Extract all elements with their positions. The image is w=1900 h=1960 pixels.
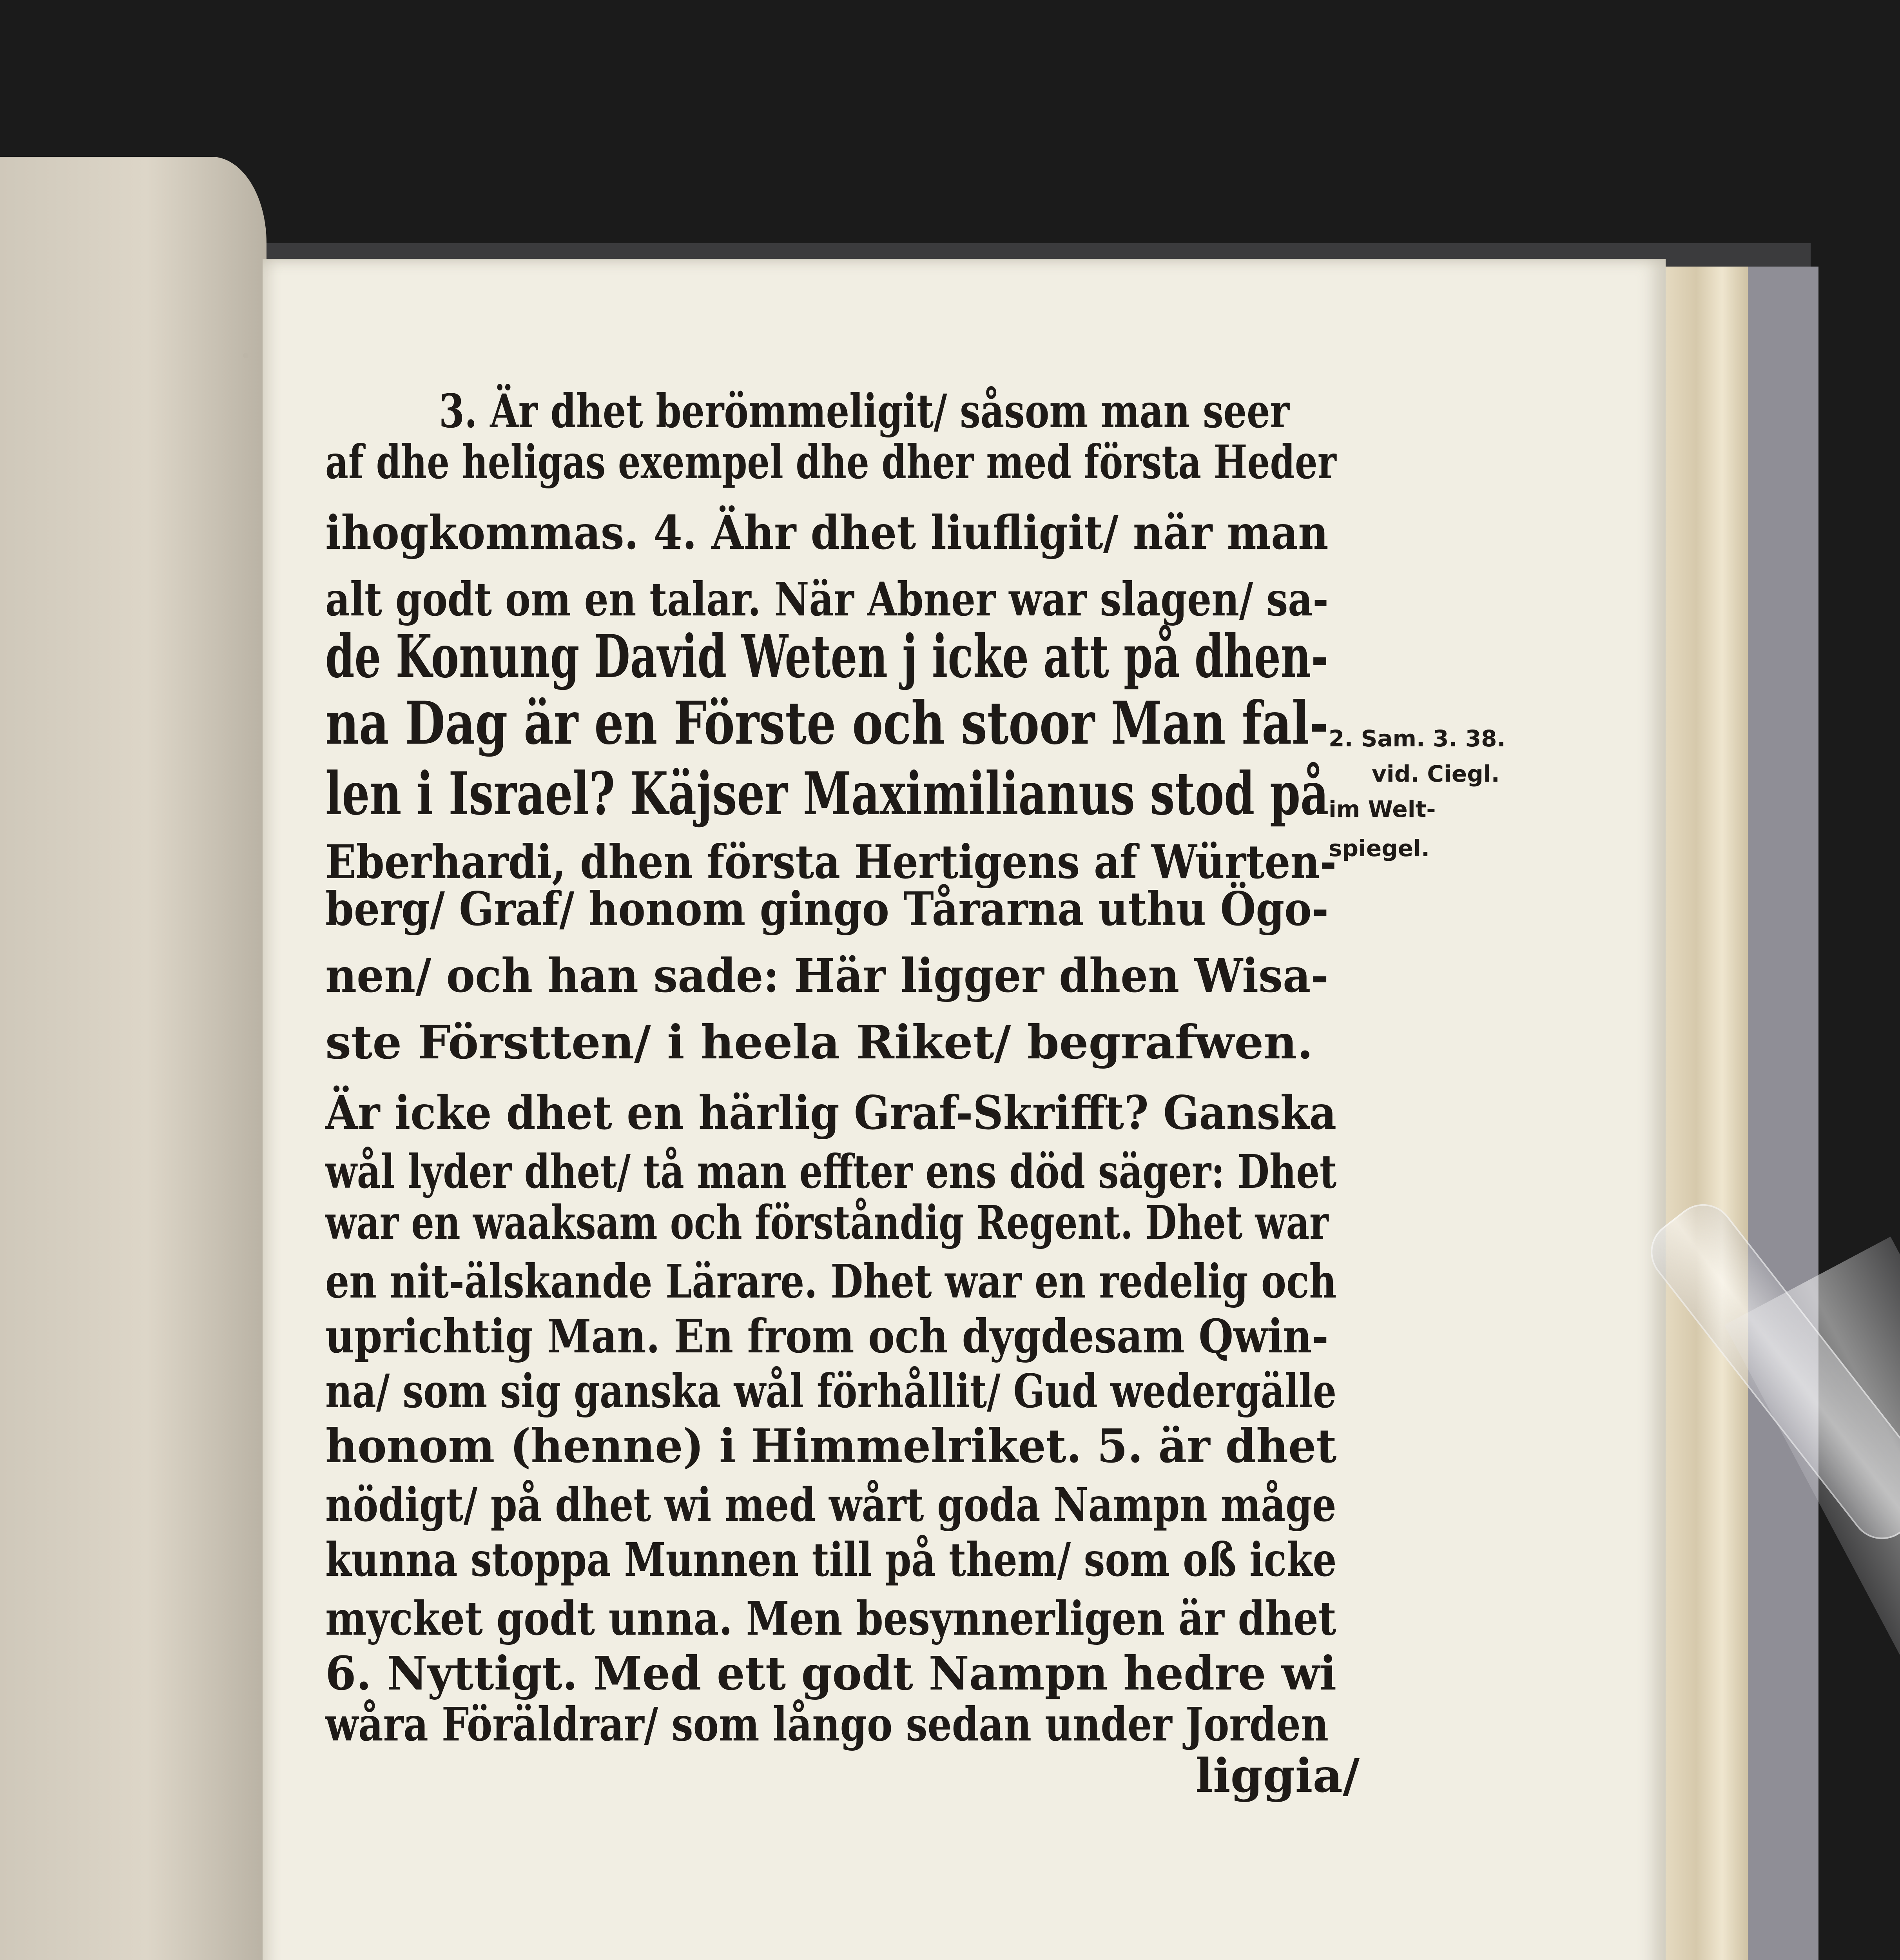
margin-note-3: im Welt- bbox=[1329, 796, 1436, 822]
text-line: berg/ Graf/ honom gingo Tårarna uthu Ögo- bbox=[325, 882, 1329, 936]
catchword: liggia/ bbox=[1195, 1748, 1360, 1803]
text-line: na/ som sig ganska wål förhållit/ Gud wedergälle bbox=[325, 1364, 1337, 1418]
text-line: honom (henne) i Himmelriket. 5. är dhet bbox=[325, 1419, 1337, 1473]
text-line: uprichtig Man. En from och dygdesam Qwin- bbox=[325, 1309, 1329, 1363]
text-line: wåra Föräldrar/ som långo sedan under Jorden bbox=[325, 1697, 1329, 1751]
page-edges bbox=[1662, 267, 1748, 1960]
text-line: 6. Nyttigt. Med ett godt Nampn hedre wi bbox=[325, 1646, 1337, 1700]
text-line: ste Förstten/ i heela Riket/ begrafwen. bbox=[325, 1015, 1313, 1069]
text-line: de Konung David Weten j icke att på dhen- bbox=[325, 622, 1329, 691]
text-line: mycket godt unna. Men besynnerligen är dhet bbox=[325, 1591, 1336, 1646]
text-line: nen/ och han sade: Här ligger dhen Wisa- bbox=[325, 948, 1329, 1003]
margin-note-2: vid. Ciegl. bbox=[1372, 760, 1500, 787]
text-line: nödigt/ på dhet wi med wårt goda Nampn måge bbox=[325, 1477, 1336, 1532]
text-line: Är icke dhet en härlig Graf-Skrifft? Ganska bbox=[325, 1085, 1337, 1140]
text-line: af dhe heligas exempel dhe dher med första Heder bbox=[325, 435, 1336, 489]
text-line: Eberhardi, dhen första Hertigens af Würten- bbox=[325, 835, 1337, 889]
text-line: kunna stoppa Munnen till på them/ som oß icke bbox=[325, 1532, 1337, 1587]
margin-note-1: 2. Sam. 3. 38. bbox=[1329, 725, 1506, 752]
text-line: en nit-älskande Lärare. Dhet war en redelig och bbox=[325, 1254, 1337, 1308]
text-line: len i Israel? Käjser Maximilianus stod på bbox=[325, 759, 1329, 828]
text-line: 3. Är dhet berömmeligit/ såsom man seer bbox=[439, 384, 1289, 438]
text-line: ihogkommas. 4. Ähr dhet liufligit/ när man bbox=[325, 505, 1329, 560]
page-speck bbox=[243, 353, 248, 358]
margin-note-4: spiegel. bbox=[1329, 835, 1430, 862]
text-line: war en waaksam och förståndig Regent. Dhet war bbox=[325, 1195, 1329, 1250]
text-line: na Dag är en Förste och stoor Man fal- bbox=[325, 689, 1329, 758]
left-page bbox=[0, 157, 267, 1960]
text-line: wål lyder dhet/ tå man effter ens död säger: Dhet bbox=[325, 1144, 1337, 1199]
text-line: alt godt om en talar. När Abner war slagen/ sa- bbox=[325, 572, 1329, 626]
